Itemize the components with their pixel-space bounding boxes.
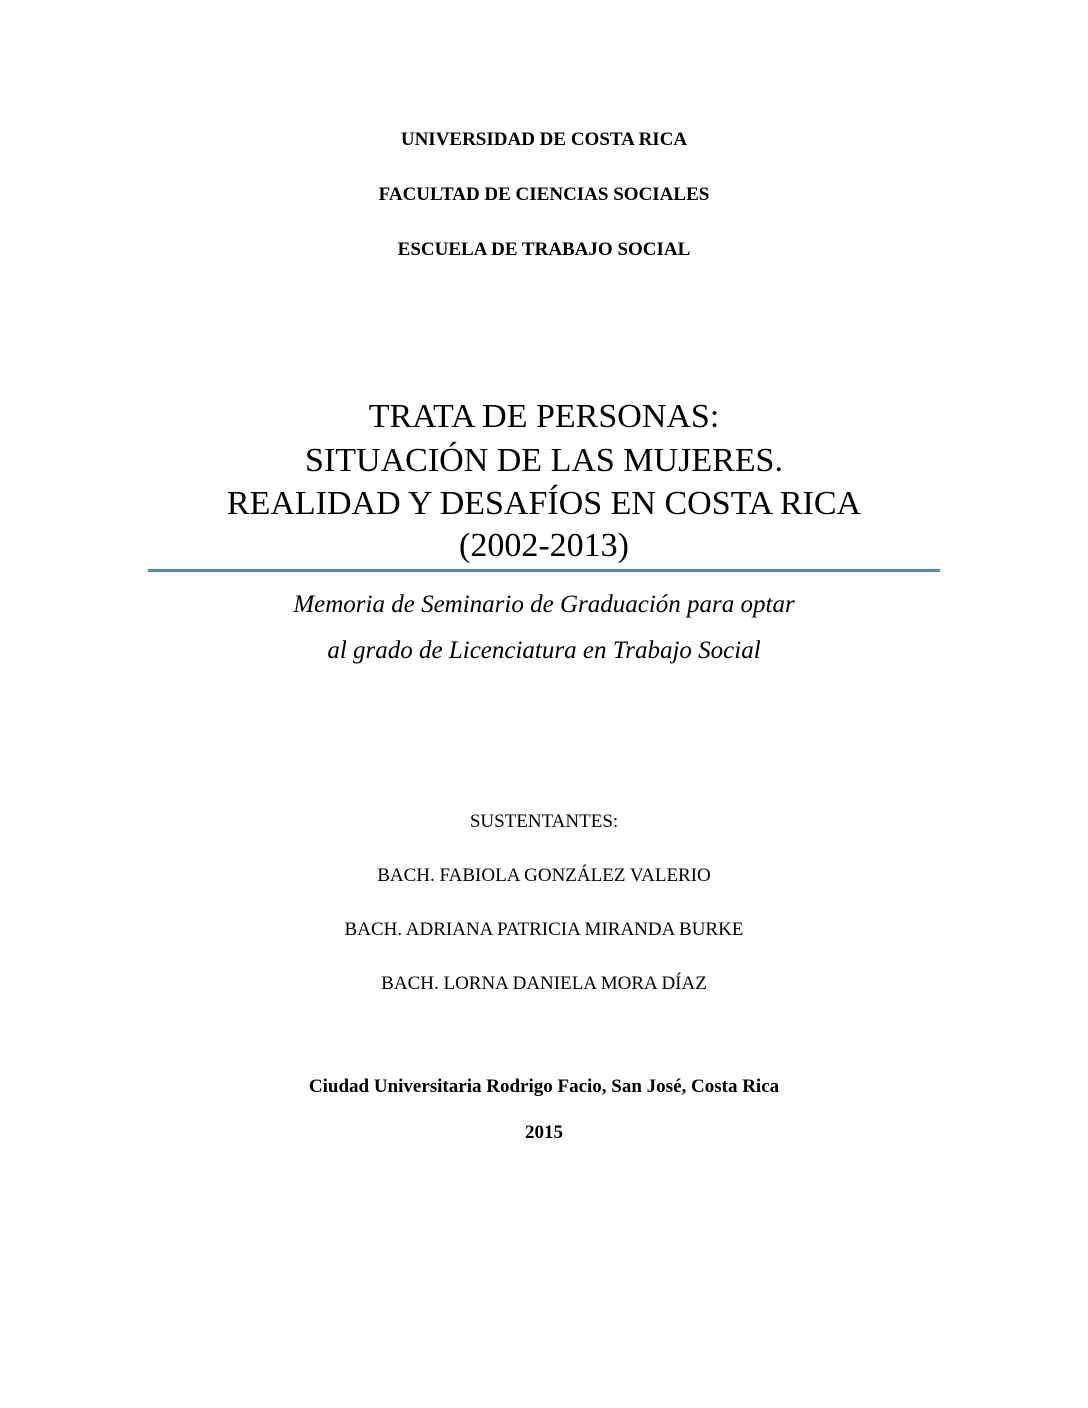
author-name: BACH. FABIOLA GONZÁLEZ VALERIO — [377, 865, 711, 886]
location: Ciudad Universitaria Rodrigo Facio, San José, Costa Rica — [308, 1076, 780, 1097]
author-name: BACH. LORNA DANIELA MORA DÍAZ — [381, 973, 707, 994]
year: 2015 — [525, 1122, 563, 1143]
authors-heading: SUSTENTANTES: — [469, 811, 619, 832]
subtitle-line-2: al grado de Licenciatura en Trabajo Social — [327, 637, 761, 664]
faculty-name: FACULTAD DE CIENCIAS SOCIALES — [378, 184, 710, 205]
title-line-3: REALIDAD Y DESAFÍOS EN COSTA RICA — [226, 485, 862, 522]
university-name: UNIVERSIDAD DE COSTA RICA — [400, 129, 688, 150]
title-line-2: SITUACIÓN DE LAS MUJERES. — [305, 442, 783, 479]
school-name: ESCUELA DE TRABAJO SOCIAL — [397, 239, 691, 260]
title-line-1: TRATA DE PERSONAS: — [368, 398, 720, 435]
author-name: BACH. ADRIANA PATRICIA MIRANDA BURKE — [344, 919, 744, 940]
subtitle-line-1: Memoria de Seminario de Graduación para optar — [293, 591, 795, 618]
title-line-4: (2002-2013) — [459, 527, 629, 564]
title-divider — [148, 569, 940, 572]
